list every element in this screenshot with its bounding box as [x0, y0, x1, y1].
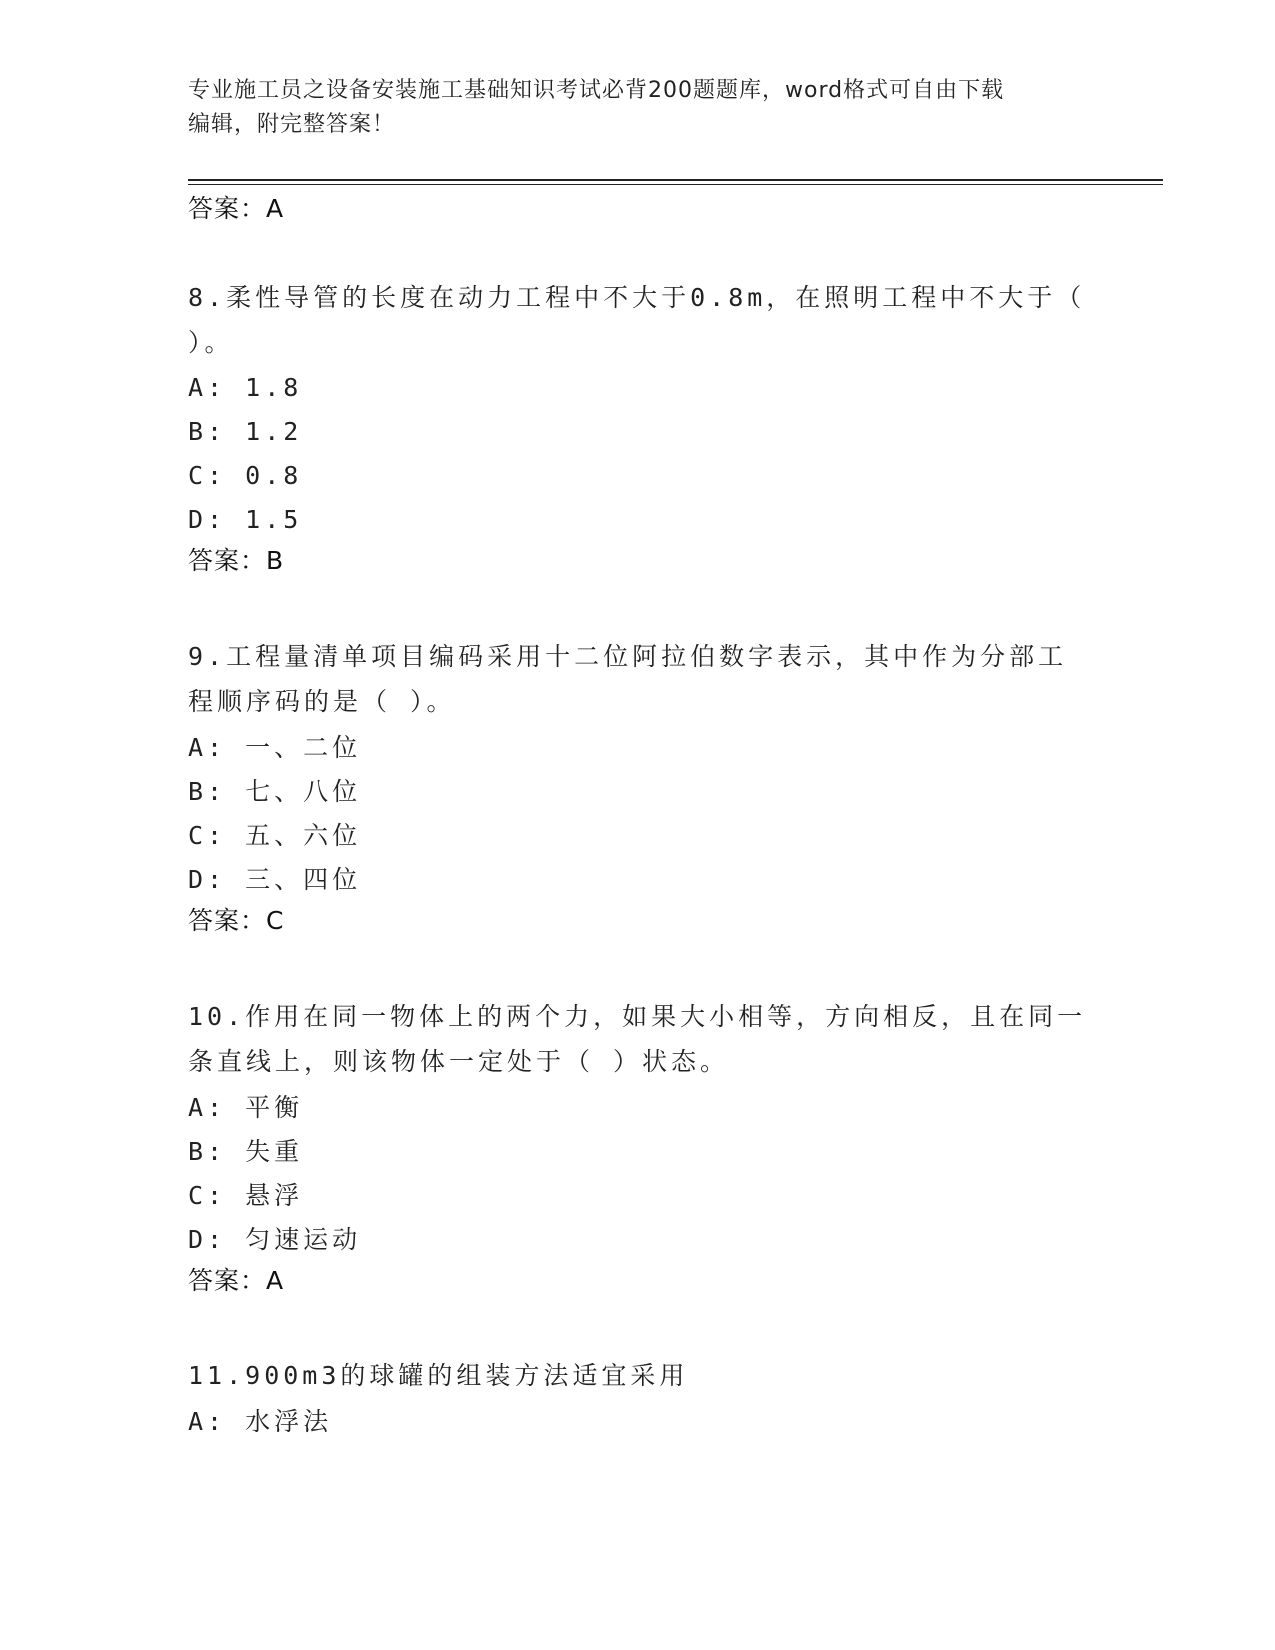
question-8 [188, 275, 1088, 365]
question-11 [188, 1353, 1088, 1398]
document-header [188, 74, 1088, 142]
question-9-answer: 答案：C [188, 906, 285, 935]
question-11-option-a: A: 水浮法 [188, 1407, 333, 1436]
answer-previous-question: 答案：A [188, 194, 285, 223]
question-9-option-d: D: 三、四位 [188, 865, 362, 894]
header-line-2: 编辑，附完整答案！ [188, 112, 396, 137]
question-9-line-2: 程顺序码的是（ ）。 [188, 687, 456, 716]
question-10-answer: 答案：A [188, 1266, 285, 1295]
header-divider-thin [188, 184, 1163, 185]
question-10-option-c: C: 悬浮 [188, 1181, 304, 1210]
question-9 [188, 634, 1088, 724]
question-8-line-2: ）。 [188, 328, 234, 357]
question-8-option-a: A: 1.8 [188, 373, 303, 402]
question-10-option-d: D: 匀速运动 [188, 1225, 362, 1254]
question-10 [188, 994, 1088, 1084]
question-8-answer: 答案：B [188, 546, 285, 575]
question-10-line-2: 条直线上，则该物体一定处于（ ）状态。 [188, 1047, 730, 1076]
question-8-option-d: D: 1.5 [188, 505, 303, 534]
question-9-option-b: B: 七、八位 [188, 777, 362, 806]
question-9-option-a: A: 一、二位 [188, 733, 362, 762]
question-9-line-1: 9.工程量清单项目编码采用十二位阿拉伯数字表示，其中作为分部工 [188, 642, 1068, 671]
question-8-line-1: 8.柔性导管的长度在动力工程中不大于0.8m，在照明工程中不大于（ [188, 283, 1086, 312]
question-10-option-b: B: 失重 [188, 1137, 304, 1166]
header-divider-thick [188, 179, 1163, 181]
question-8-option-c: C: 0.8 [188, 461, 303, 490]
question-11-line-1: 11.900m3的球罐的组装方法适宜采用 [188, 1361, 689, 1390]
question-8-option-b: B: 1.2 [188, 417, 303, 446]
question-10-option-a: A: 平衡 [188, 1093, 304, 1122]
header-line-1: 专业施工员之设备安装施工基础知识考试必背200题题库，word格式可自由下载 [188, 78, 1005, 103]
question-9-option-c: C: 五、六位 [188, 821, 362, 850]
question-10-line-1: 10.作用在同一物体上的两个力，如果大小相等，方向相反，且在同一 [188, 1002, 1087, 1031]
